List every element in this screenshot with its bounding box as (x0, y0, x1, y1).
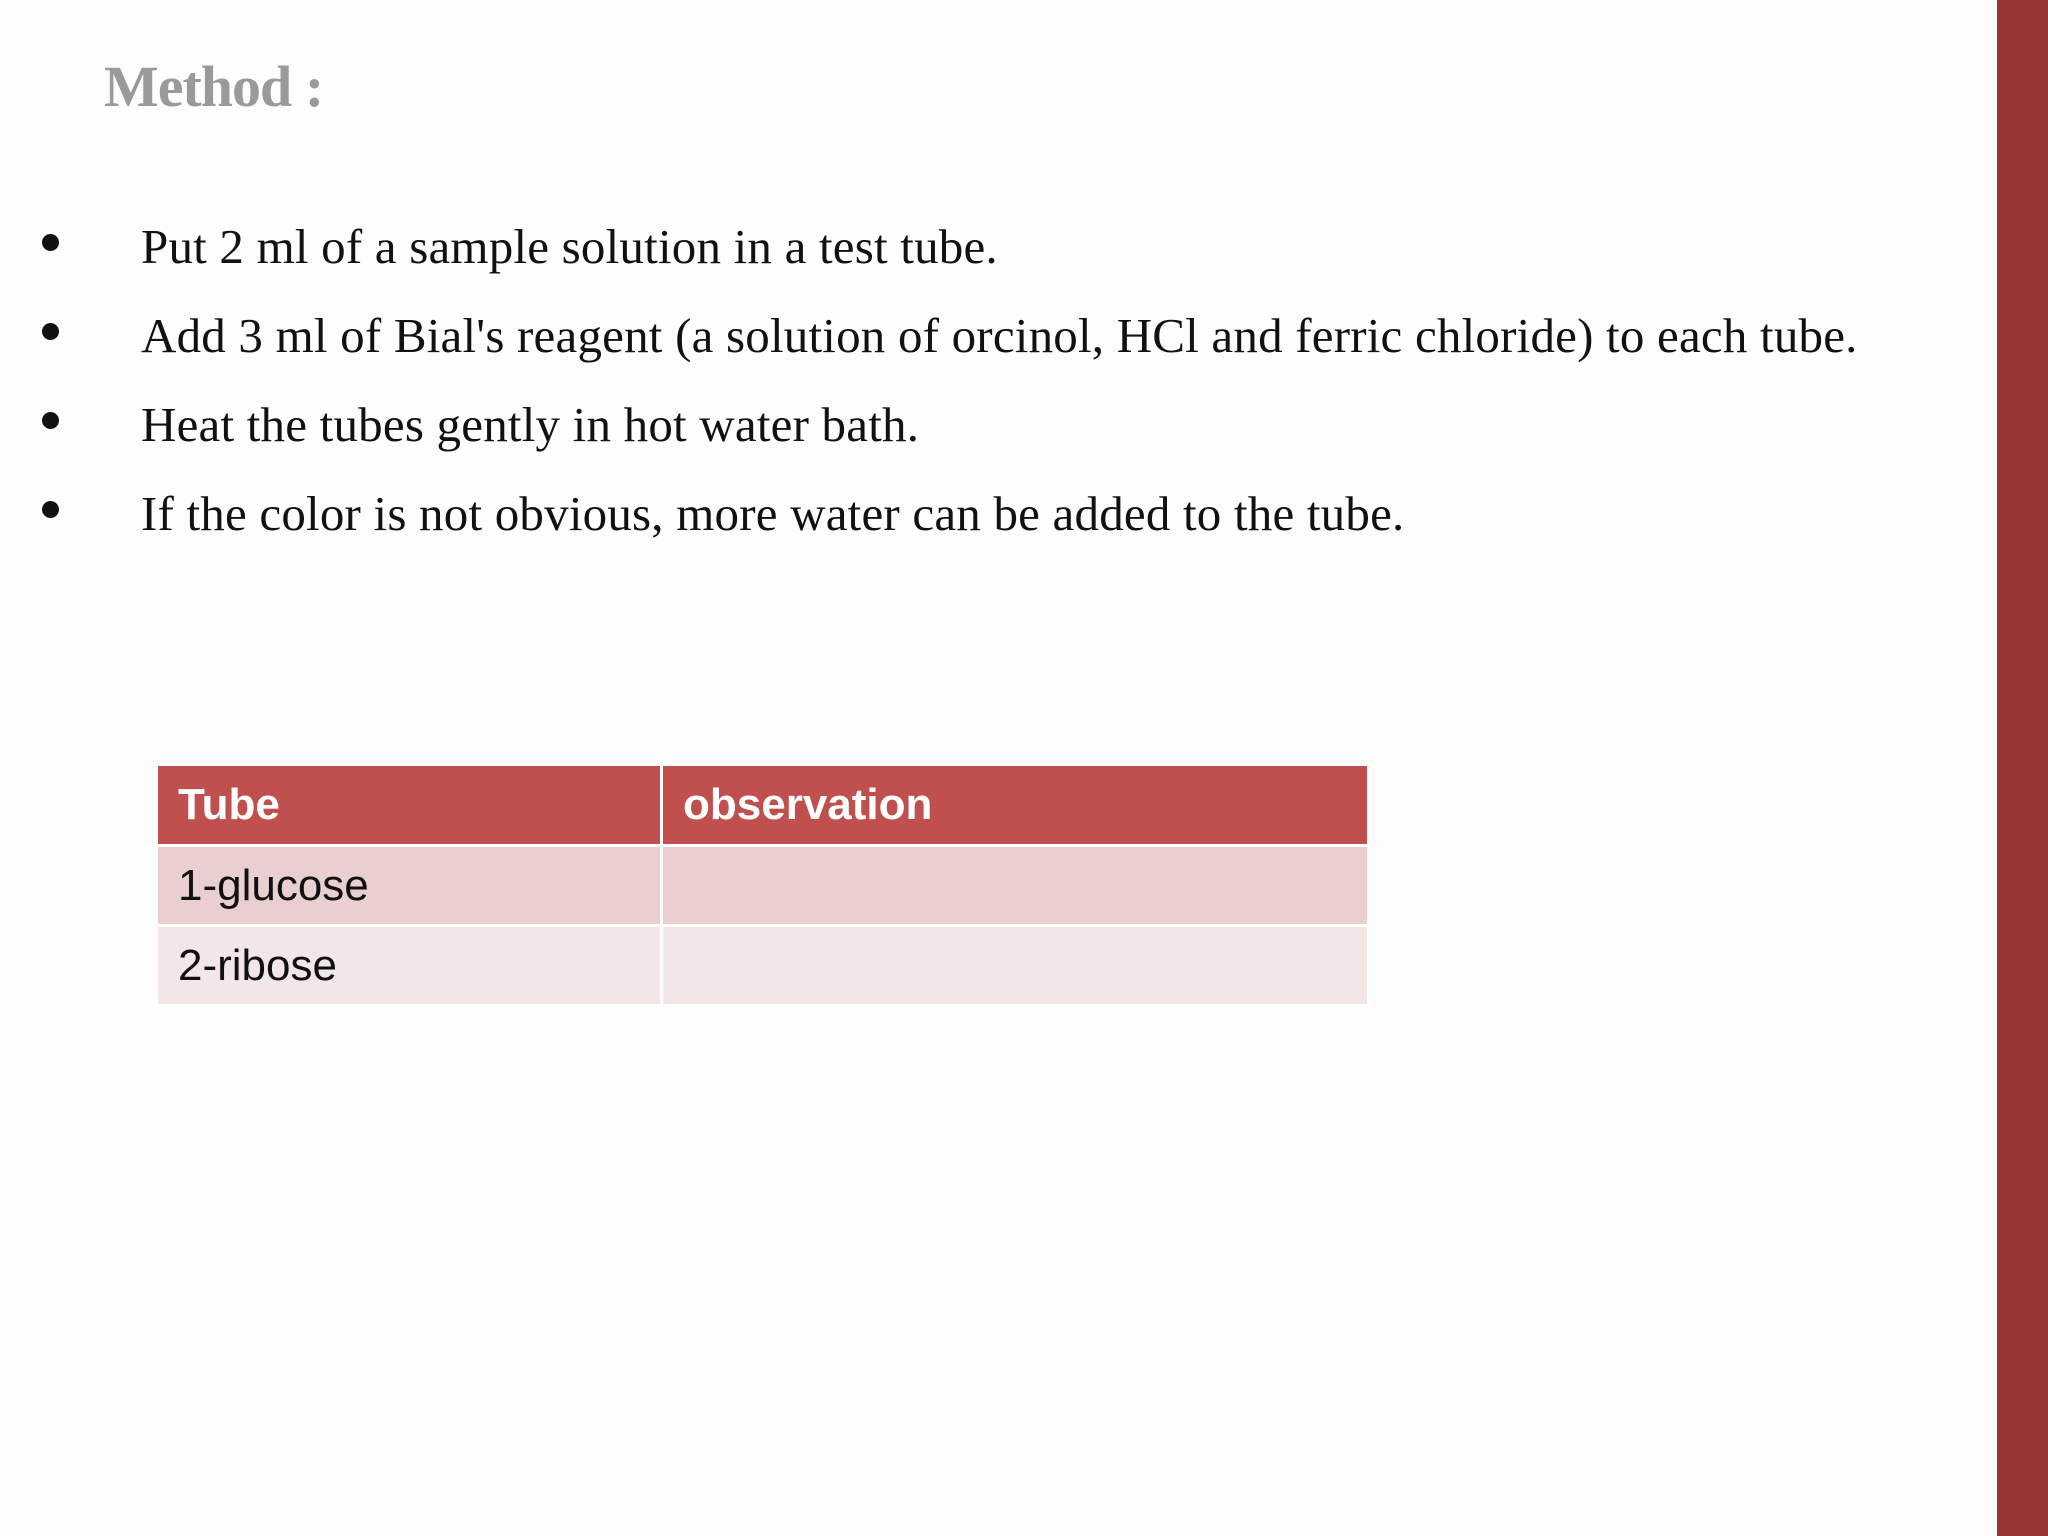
step-text: Put 2 ml of a sample solution in a test tube. (141, 219, 998, 274)
accent-bar (1997, 0, 2048, 1536)
step-text: Heat the tubes gently in hot water bath. (141, 397, 920, 452)
table-row (157, 926, 1369, 1006)
table-header-row (157, 765, 1369, 846)
bullet-icon (42, 412, 59, 429)
bullet-icon (42, 501, 59, 518)
cell-observation (662, 926, 1369, 1006)
slide-title: Method : (104, 54, 324, 119)
bullet-icon (42, 234, 59, 251)
header-tube: Tube (157, 765, 662, 846)
step-text: If the color is not obvious, more water can be added to the tube. (141, 486, 1405, 541)
cell-tube: 1-glucose (157, 846, 662, 926)
cell-tube: 2-ribose (157, 926, 662, 1006)
header-observation: observation (662, 765, 1369, 846)
cell-observation (662, 846, 1369, 926)
table-row (157, 846, 1369, 926)
bullet-icon (42, 323, 59, 340)
observation-table (155, 763, 1370, 1007)
step-text: Add 3 ml of Bial's reagent (a solution of orcinol, HCl and ferric chloride) to each tube. (141, 308, 1858, 363)
